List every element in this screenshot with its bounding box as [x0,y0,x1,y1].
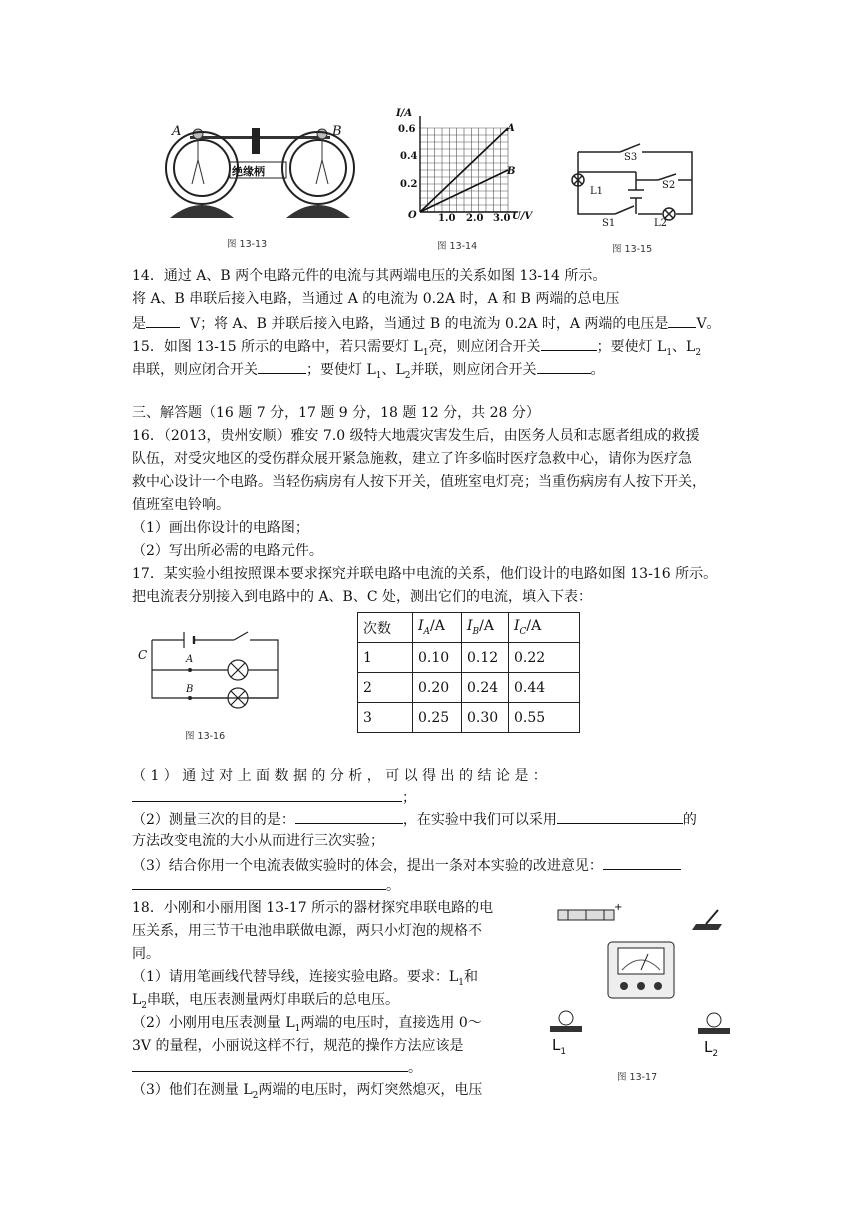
answer-blank[interactable] [295,808,403,824]
answer-blank[interactable] [132,1056,408,1072]
answer-blank[interactable] [668,312,696,328]
parallel-circuit [138,626,288,710]
switch-s1: S1 [602,218,616,229]
q18-part-2: （2）小刚用电压表测量 $L_1$两端的电压时，直接选用 0～ [132,1015,482,1034]
answer-blank[interactable] [132,786,402,802]
answer-blank[interactable] [603,854,681,870]
table-row: 1 0.10 0.12 0.22 [358,643,580,673]
q17-part-3: （3）结合你用一个电流表做实验时的体会，提出一条对本实验的改进意见： [132,854,681,876]
caption-13-13: 图 13-13 [227,239,268,250]
figure-13-15 [570,140,700,240]
q17-part-1: （ 1 ） 通 过 对 上 面 数 据 的 分 析 ， 可 以 得 出 的 结 论 是 ： [132,768,547,784]
q17-line-1: 17．某实验小组按照课本要求探究并联电路中电流的关系，他们设计的电路如图 13-16 所示。 [132,566,718,582]
q16-line-1: 16．（2013，贵州安顺）雅安 7.0 级特大地震灾害发生后，由医务人员和志愿者组成的救援 [132,428,700,444]
section-3-heading: 三、解答题（16 题 7 分，17 题 9 分，18 题 12 分，共 28 分） [132,405,540,421]
q16-line-4: 值班室电铃响。 [132,497,230,513]
table-row: 3 0.25 0.30 0.55 [358,703,580,733]
x-tick: 1.0 [438,213,456,224]
figure-13-17 [546,902,736,1062]
header-cell: 次数 [358,613,413,643]
figure-13-13 [160,122,360,222]
line-b-label: B [507,166,516,177]
lamp-l2-label: $L_2$ [704,1038,719,1059]
q18-line-3: 同。 [132,946,160,962]
q18-part-1: （1）请用笔画线代替导线，连接实验电路。要求：$L_1$和 [132,969,478,988]
answer-blank[interactable] [258,358,306,374]
header-cell: $I_B/A$ [462,613,509,643]
switch-s3: S3 [624,152,638,163]
origin-label: O [408,210,417,221]
label-a: A [172,124,182,139]
answer-blank[interactable] [541,335,597,351]
q17-part-1-answer: ； [132,786,416,808]
q16-line-2: 队伍，对受灾地区的受伤群众展开紧急施救，建立了许多临时医疗急救中心，请你为医疗急 [132,451,692,467]
caption-13-17: 图 13-17 [617,1072,658,1083]
current-data-table [357,612,580,733]
q16-part-2: （2）写出所必需的电路元件。 [132,543,323,559]
q18-part-2-answer: 。 [132,1056,422,1078]
y-tick: 0.4 [400,151,418,162]
q17-part-2: （2）测量三次的目的是： ，在实验中我们可以采用 的 [132,808,697,830]
figure-13-14 [396,108,536,228]
lamp-l1: L1 [590,186,604,197]
lamp-l1-label: $L_1$ [552,1036,567,1057]
point-b: B [186,684,194,695]
svg-text:+: + [614,902,623,913]
q17-part-2-line-2: 方法改变电流的大小从而进行三次实验； [132,833,384,849]
answer-blank[interactable] [557,808,683,824]
y-axis-label: I/A [396,108,413,119]
point-a: A [186,654,194,665]
q16-part-1: （1）画出你设计的电路图； [132,520,309,536]
q18-part-3: （3）他们在测量 $L_2$两端的电压时，两灯突然熄灭，电压 [132,1082,483,1101]
q15-line-1: 15．如图 13-15 所示的电路中，若只需要灯 $L_1$亮，则应闭合开关 ；要使灯 $L_1$、$L_2$ [132,335,701,363]
y-tick: 0.2 [400,179,418,190]
x-axis-label: U/V [512,211,533,222]
q14-line-1: 14．通过 A、B 两个电路元件的电流与其两端电压的关系如图 13-14 所示。 [132,268,607,284]
q14-line-2: 将 A、B 串联后接入电路，当通过 A 的电流为 0.2A 时，A 和 B 两端的总电压 [132,291,620,307]
header-cell: $I_A/A$ [413,613,462,643]
point-c: C [138,648,148,662]
lamp-l2: L2 [654,218,668,229]
caption-13-16: 图 13-16 [185,731,226,742]
y-tick: 0.6 [398,124,416,135]
line-a-label: A [507,123,515,134]
insulated-handle-label: 绝缘柄 [232,165,265,178]
header-cell: $I_C/A$ [509,613,580,643]
table-header-row [358,613,580,643]
x-tick: 3.0 [493,213,511,224]
caption-13-15: 图 13-15 [612,244,653,255]
q17-line-2: 把电流表分别接入到电路中的 A、B、C 处，测出它们的电流，填入下表： [132,589,593,605]
q18-line-1: 18．小刚和小丽用图 13-17 所示的器材探究串联电路的电 [132,900,494,916]
figure-13-16 [138,626,288,710]
answer-blank[interactable] [537,358,591,374]
q18-line-2: 压关系，用三节干电池串联做电源，两只小灯泡的规格不 [132,923,482,939]
q18-part-2-line-2: 3V 的量程，小丽说这样不行，规范的操作方法应该是 [132,1038,464,1054]
q17-part-3-answer: 。 [132,874,400,896]
label-b: B [332,124,342,139]
x-tick: 2.0 [466,213,484,224]
switch-s2: S2 [662,180,676,191]
answer-blank[interactable] [132,874,386,890]
q14-line-3: 是 V；将 A、B 并联后接入电路，当通过 B 的电流为 0.2A 时，A 两端的电压是 V。 [132,312,721,334]
q15-line-2: 串联，则应闭合开关 ；要使灯 $L_1$、$L_2$并联，则应闭合开关 。 [132,358,605,386]
answer-blank[interactable] [146,312,180,328]
q18-part-1-line-2: $L_2$串联，电压表测量两灯串联后的总电压。 [132,992,400,1011]
table-row: 2 0.20 0.24 0.44 [358,673,580,703]
q16-line-3: 救中心设计一个电路。当轻伤病房有人按下开关，值班室电灯亮；当重伤病房有人按下开关， [132,474,706,490]
caption-13-14: 图 13-14 [437,241,478,252]
